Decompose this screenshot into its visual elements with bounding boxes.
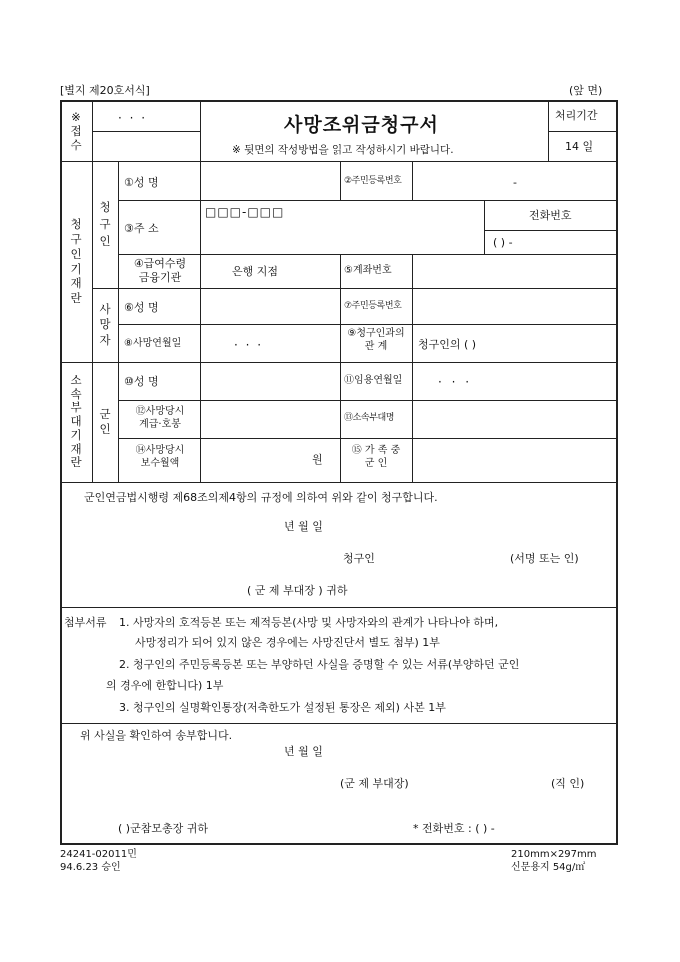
deceased-name-label: ⑥성 명 xyxy=(124,301,159,314)
attachment-item-1a: 1. 사망자의 호적등본 또는 제적등본(사망 및 사망자와의 관계가 나타나야 하며, xyxy=(119,616,499,629)
rank-field[interactable] xyxy=(200,401,339,437)
bank-label: ④급여수령 금융기관 xyxy=(133,257,187,285)
receipt-label: ※ 접 수 xyxy=(70,109,82,152)
form-title: 사망조위금청구서 xyxy=(284,114,439,136)
claimant-name-field[interactable] xyxy=(200,162,339,199)
death-date-field[interactable]: · · · xyxy=(234,338,264,352)
claimant-address-label: ③주 소 xyxy=(124,222,159,235)
claimant-section-label: 청 구 인 기 재 란 xyxy=(70,216,82,306)
pay-label: ⑭사망당시 보수월액 xyxy=(135,445,185,469)
declaration-date[interactable]: 년 월 일 xyxy=(284,520,323,533)
phone-label: 전화번호 xyxy=(529,209,572,222)
paper-size: 210mm×297mm xyxy=(511,849,597,860)
confirmation-phone[interactable]: * 전화번호 : ( ) - xyxy=(413,822,495,835)
confirmation-addressee: ( )군참모총장 귀하 xyxy=(118,822,208,835)
deceased-rrn-field[interactable] xyxy=(413,289,616,323)
claimant-name-label: ①성 명 xyxy=(124,176,159,189)
relation-label: ⑨청구인과의 관 계 xyxy=(347,328,405,352)
declaration-addressee: ( 군 제 부대장 ) 귀하 xyxy=(247,584,348,597)
declaration-statement: 군인연금법시행령 제68조의제4항의 규정에 의하여 위와 같이 청구합니다. xyxy=(84,491,438,504)
rank-label: ⑫사망당시 계급·호봉 xyxy=(135,406,185,430)
account-field[interactable] xyxy=(413,256,616,287)
attachment-item-1b: 사망정리가 되어 있지 않은 경우에는 사망진단서 별도 첨부) 1부 xyxy=(135,636,440,649)
deceased-name-field[interactable] xyxy=(200,289,339,323)
form-code: 24241-02011민 xyxy=(60,849,137,860)
claimant-signature-label: 청구인 xyxy=(343,552,375,565)
confirmation-date[interactable]: 년 월 일 xyxy=(284,745,323,758)
processing-label: 처리기간 xyxy=(555,109,598,122)
claimant-rrn-label: ②주민등록번호 xyxy=(344,176,402,186)
unit-name-field[interactable] xyxy=(413,401,616,437)
receipt-date: · · · xyxy=(118,111,148,125)
signature-field[interactable]: (서명 또는 인) xyxy=(510,552,579,565)
attachment-item-3: 3. 청구인의 실명확인통장(저축한도가 설정된 통장은 제외) 사본 1부 xyxy=(119,701,446,714)
form-number: [별지 제20호서식] xyxy=(60,84,150,97)
attachment-item-2b: 의 경우에 한합니다) 1부 xyxy=(106,679,224,692)
death-date-label: ⑧사망연월일 xyxy=(124,338,182,349)
pay-unit[interactable]: 원 xyxy=(312,453,323,466)
enlist-date-label: ⑪임용연월일 xyxy=(344,375,403,386)
confirmation-unit: (군 제 부대장) xyxy=(340,777,409,790)
unit-section-label: 소 속 부 대 기 재 란 xyxy=(70,372,82,470)
soldier-label: 군 인 xyxy=(99,407,111,436)
bank-field[interactable]: 은행 지점 xyxy=(232,265,279,278)
family-soldier-label: ⑮ 가 족 중 군 인 xyxy=(351,445,401,469)
confirmation-statement: 위 사실을 확인하여 송부합니다. xyxy=(80,729,233,742)
unit-name-label: ⑬소속부대명 xyxy=(344,413,395,423)
account-label: ⑤계좌번호 xyxy=(344,265,392,276)
soldier-name-label: ⑩성 명 xyxy=(124,375,159,388)
claimant-rrn-field[interactable]: - xyxy=(513,176,517,189)
processing-value: 14 일 xyxy=(565,140,594,153)
deceased-label: 사 망 자 xyxy=(99,301,111,347)
paper-type: 신문용지 54g/㎡ xyxy=(511,862,586,873)
page-side-label: (앞 면) xyxy=(569,84,603,97)
enlist-date-field[interactable]: · · · xyxy=(438,375,473,389)
postcode-boxes[interactable]: □□□-□□□ xyxy=(205,205,285,219)
title-note: ※ 뒷면의 작성방법을 읽고 작성하시기 바랍니다. xyxy=(232,144,454,156)
family-soldier-field[interactable] xyxy=(413,439,616,481)
phone-field[interactable]: ( ) - xyxy=(493,236,513,249)
claimant-label: 청 구 인 xyxy=(99,200,111,248)
approval-date: 94.6.23 승인 xyxy=(60,862,121,873)
soldier-name-field[interactable] xyxy=(200,363,339,399)
official-seal[interactable]: (직 인) xyxy=(551,777,585,790)
attachments-label: 첨부서류 xyxy=(64,616,107,629)
attachment-item-2a: 2. 청구인의 주민등록등본 또는 부양하던 사실을 증명할 수 있는 서류(부양하던 군인 xyxy=(119,658,520,671)
deceased-rrn-label: ⑦주민등록번호 xyxy=(344,301,402,311)
relation-field[interactable]: 청구인의 ( ) xyxy=(418,338,477,351)
